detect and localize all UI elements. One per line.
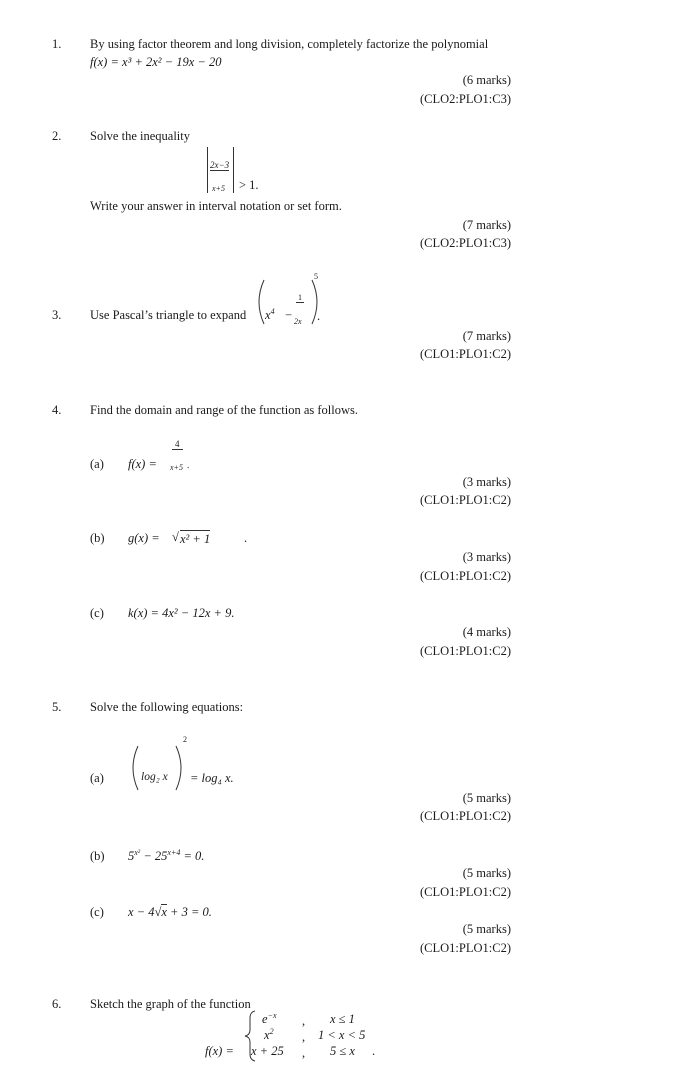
question-5a-exp: 2 — [183, 735, 187, 744]
piecewise-case-2-cond: 1 < x < 5 — [318, 1028, 366, 1042]
question-1-text: By using factor theorem and long division, completely factorize the polynomial — [90, 37, 489, 51]
inequality-numerator: 2x−3 — [210, 160, 230, 170]
question-4c-label: (c) — [90, 606, 104, 620]
question-5a-inner: log₂ x — [141, 771, 168, 783]
question-4a-num: 4 — [172, 439, 183, 450]
question-1-formula: f(x) = x³ + 2x² − 19x − 20 — [90, 55, 222, 69]
piecewise-case-2-sep: , — [302, 1030, 306, 1044]
question-4-number: 4. — [52, 403, 62, 417]
sqrt-icon: √ — [172, 530, 179, 544]
piecewise-case-3-cond: 5 ≤ x — [330, 1044, 355, 1058]
piecewise-end: . — [372, 1044, 376, 1058]
question-6-number: 6. — [52, 997, 62, 1011]
inequality-rhs: > 1. — [239, 178, 259, 192]
question-5c-label: (c) — [90, 905, 104, 919]
piecewise-case-2-expr — [264, 1028, 274, 1043]
question-6-text: Sketch the graph of the function — [90, 997, 251, 1011]
question-5a-label: (a) — [90, 771, 104, 785]
case-1-base: e — [262, 1012, 268, 1026]
question-4c-marks: (4 marks) — [462, 625, 511, 639]
expr-exp-x4: x+4 — [167, 847, 181, 857]
expr-exponent: 5 — [314, 272, 318, 281]
question-4-text: Find the domain and range of the function as follows. — [90, 403, 358, 417]
question-4a-clo: (CLO1:PLO1:C2) — [420, 493, 511, 507]
question-4a-end: . — [187, 460, 190, 470]
expr-end-eq0: = 0. — [180, 849, 205, 863]
question-4b-root: x² + 1 — [180, 532, 211, 546]
case-3-rest: x + 25 — [251, 1044, 284, 1058]
question-5a-rhs: = log₄ x. — [190, 771, 234, 785]
question-5a-marks: (5 marks) — [462, 791, 511, 805]
expr-root: x — [161, 905, 167, 919]
expr-post: + 3 = 0. — [166, 905, 212, 919]
expr-base-exp: 4 — [270, 306, 275, 316]
question-3-clo: (CLO1:PLO1:C2) — [420, 347, 511, 361]
question-4a-marks: (3 marks) — [462, 475, 511, 489]
question-5b-clo: (CLO1:PLO1:C2) — [420, 885, 511, 899]
piecewise-case-1-sep: , — [302, 1014, 306, 1028]
expr-base-5: 5 — [128, 849, 135, 863]
question-2-marks: (7 marks) — [462, 218, 511, 232]
question-2-text2: Write your answer in interval notation or set form. — [90, 199, 342, 213]
question-5-number: 5. — [52, 700, 62, 714]
question-3-marks: (7 marks) — [462, 329, 511, 343]
question-5c-marks: (5 marks) — [462, 922, 511, 936]
question-5b-expr — [128, 849, 204, 864]
expr-pre: x − 4 — [128, 905, 155, 919]
case-1-exp: −x — [267, 1010, 277, 1020]
abs-bar-left — [207, 147, 208, 193]
question-4c-clo: (CLO1:PLO1:C2) — [420, 644, 511, 658]
question-3-number: 3. — [52, 308, 62, 322]
piecewise-case-3-sep: , — [302, 1046, 306, 1060]
expr-exp-x2: x² — [134, 847, 141, 857]
expr-mid-25: − 25 — [140, 849, 168, 863]
question-2-clo: (CLO2:PLO1:C3) — [420, 236, 511, 250]
question-1-marks: (6 marks) — [462, 73, 511, 87]
expr-end: . — [317, 309, 321, 323]
question-4b-clo: (CLO1:PLO1:C2) — [420, 569, 511, 583]
question-3-text: Use Pascal’s triangle to expand — [90, 308, 247, 322]
question-2-text: Solve the inequality — [90, 129, 190, 143]
inequality-denominator: x+5 — [212, 184, 225, 193]
sqrt-icon: √ — [154, 905, 162, 919]
question-4a-lhs: f(x) = — [128, 457, 157, 471]
question-4a-label: (a) — [90, 457, 104, 471]
question-5b-label: (b) — [90, 849, 105, 863]
question-6-lhs: f(x) = — [205, 1044, 234, 1058]
piecewise-case-1-cond: x ≤ 1 — [330, 1012, 355, 1026]
question-5c-clo: (CLO1:PLO1:C2) — [420, 941, 511, 955]
question-5c-expr — [128, 905, 212, 920]
question-5b-marks: (5 marks) — [462, 866, 511, 880]
case-2-exp: 2 — [269, 1026, 274, 1036]
expr-base-x: x — [265, 308, 271, 322]
question-4a-den: x+5 — [170, 463, 183, 472]
expr-frac-den: 2x — [294, 317, 302, 326]
question-2-number: 2. — [52, 129, 62, 143]
question-4b-end: . — [244, 531, 248, 545]
question-4b-lhs: g(x) = — [128, 531, 160, 545]
piecewise-case-1-expr — [262, 1012, 277, 1027]
piecewise-case-3-expr — [251, 1044, 284, 1059]
question-4b-marks: (3 marks) — [462, 550, 511, 564]
expr-base — [265, 308, 275, 323]
question-5a-clo: (CLO1:PLO1:C2) — [420, 809, 511, 823]
abs-bar-right — [233, 147, 234, 193]
question-5-text: Solve the following equations: — [90, 700, 244, 714]
question-1-clo: (CLO2:PLO1:C3) — [420, 92, 511, 106]
expr-frac-num: 1 — [298, 293, 302, 302]
case-2-base: x — [264, 1028, 270, 1042]
question-4c-expr: k(x) = 4x² − 12x + 9. — [128, 606, 235, 620]
question-4b-label: (b) — [90, 531, 105, 545]
log-parentheses — [128, 744, 186, 794]
expr-minus: − — [285, 308, 293, 322]
question-1-number: 1. — [52, 37, 62, 51]
